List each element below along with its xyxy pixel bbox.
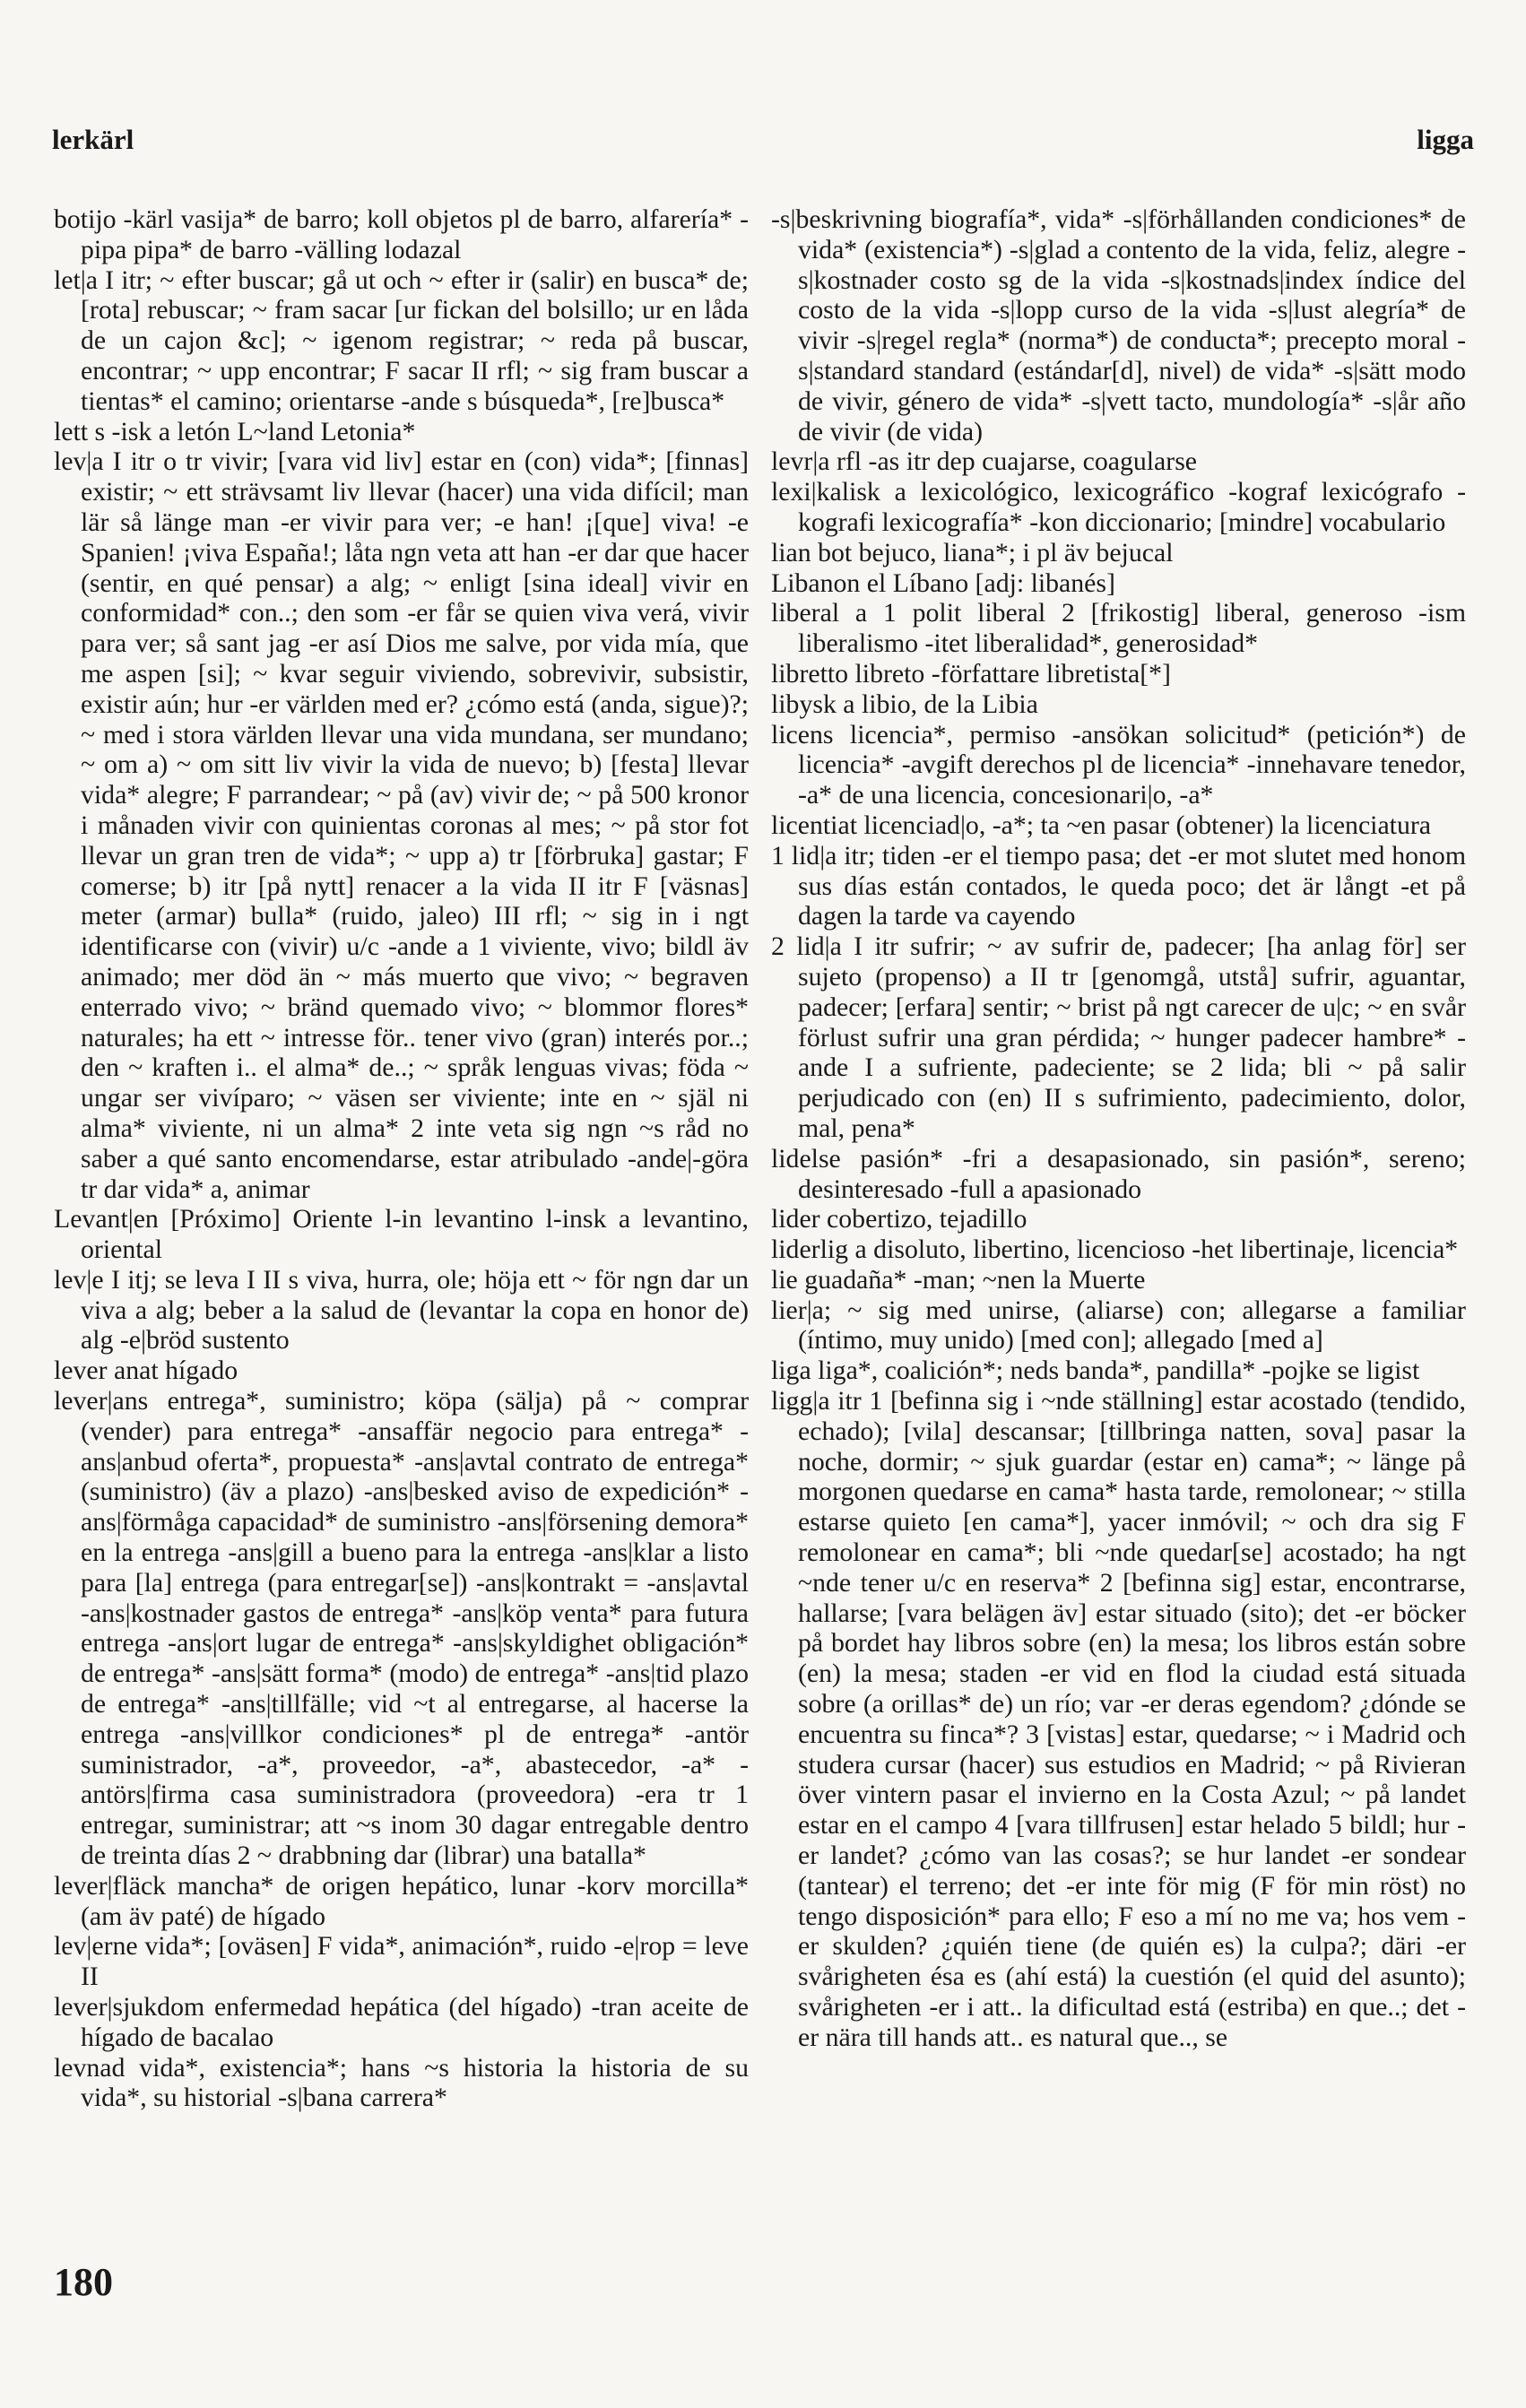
entry: lev|a I itr o tr vivir; [vara vid liv] estar en (con) vida*; [finnas] existir; ~ ett strävsamt liv llevar (hacer) una vida difícil; man lär så länge man -er vivir para ver; -e han! ¡[que] viva! -e Spanien! ¡viva España!; låta ngn veta att han -er dar que hacer (sentir, en qué pensar) a alg; ~ enligt [sina ideal] vivir en conformidad* con..; den som -er får se quien viva verá, vivir para ver; så sant jag -er así Dios me salve, por vida mía, que me aspen [si]; ~ kvar seguir viviendo, sobrevivir, subsistir, existir aún; hur -er världen med er? ¿cómo está (anda, sigue)?; ~ med i stora världen llevar una vida mundana, ser mundano; ~ om a) ~ om sitt liv vivir la vida de nuevo; b) [festa] llevar vida* alegre; F parrandear; ~ på (av) vivir de; ~ på 500 kronor i månaden vivir con quinientas coronas al mes; ~ på stor fot llevar un gran tren de vida*; ~ upp a) tr [förbruka] gastar; F comerse; b) itr [på nytt] renacer a la vida II itr F [väsnas] meter (armar) bulla* (ruido, jaleo) III rfl; ~ sig in i ngt identificarse con (vivir) u/c -ande a 1 viviente, vivo; bildl äv animado; mer död än ~ más muerto que vivo; ~ begraven enterrado vivo; ~ bränd quemado vivo; ~ blommor flores* naturales; ha ett ~ intresse för.. tener vivo (gran) interés por..; den ~ kraften i.. el alma* de..; ~ språk lenguas vivas; föda ~ ungar ser vivíparo; ~ väsen ser viviente; inte en ~ själ ni alma* viviente, ni un alma* 2 inte veta sig ngn ~s råd no saber a qué santo encomendarse, estar atribulado -ande|-göra tr dar vida* a, animar xyxy=(54,446,749,1204)
right-column xyxy=(771,204,1466,2280)
entry: liberal a 1 polit liberal 2 [frikostig] liberal, generoso -ism liberalismo -itet liberalidad*, generosidad* xyxy=(771,598,1466,659)
entry: lexi|kalisk a lexicológico, lexicográfico -kograf lexicógrafo -kografi lexicografía* -kon diccionario; [mindre] vocabulario xyxy=(771,477,1466,537)
entry: lever anat hígado xyxy=(54,1356,238,1386)
entry: lie guadaña* -man; ~nen la Muerte xyxy=(771,1264,1146,1295)
entry: let|a I itr; ~ efter buscar; gå ut och ~ efter ir (salir) en busca* de; [rota] rebuscar; ~ fram sacar [ur fickan del bolsillo; ur en låda de un cajon &c]; ~ igenom registrar; ~ reda på buscar, encontrar; ~ upp encontrar; F sacar II rfl; ~ sig fram buscar a tientas* el camino; orientarse -ande s búsqueda*, [re]busca* xyxy=(54,264,749,416)
entry: botijo -kärl vasija* de barro; koll objetos pl de barro, alfarería* -pipa pipa* de barro -välling lodazal xyxy=(54,204,749,264)
entry: lever|ans entrega*, suministro; köpa (sälja) på ~ comprar (vender) para entrega* -ansaffär negocio para entrega* -ans|anbud oferta*, propuesta* -ans|avtal contrato de entrega* (suministro) (äv a plazo) -ans|besked aviso de expedición* -ans|förmåga capacidad* de suministro -ans|försening demora* en la entrega -ans|gill a bueno para la entrega -ans|klar a listo para [la] entrega (para entregar[se]) -ans|kontrakt = -ans|avtal -ans|kostnader gastos de entrega* -ans|köp venta* para futura entrega -ans|ort lugar de entrega* -ans|skyldighet obligación* de entrega* -ans|sätt forma* (modo) de entrega* -ans|tid plazo de entrega* -ans|tillfälle; vid ~t al entregarse, al hacerse la entrega -ans|villkor condiciones* pl de entrega* -antör suministrador, -a*, proveedor, -a*, abastecedor, -a* -antörs|firma casa suministradora (proveedora) -era tr 1 entregar, suministrar; att ~s inom 30 dagar entregable dentro de treinta días 2 ~ drabbning dar (librar) una batalla* xyxy=(54,1386,749,1871)
left-column xyxy=(54,204,749,2280)
entry: ligg|a itr 1 [befinna sig i ~nde ställning] estar acostado (tendido, echado); [vila] descansar; [tillbringa natten, sova] pasar la noche, dormir; ~ sjuk guardar (estar en) cama*; ~ länge på morgonen quedarse en cama* hasta tarde, remolonear; ~ stilla estarse quieto [en cama*], yacer inmóvil; ~ och dra sig F remolonear en cama*; bli ~nde quedar[se] acostado; ha ngt ~nde tener u/c en reserva* 2 [befinna sig] estar, encontrarse, hallarse; [vara belägen äv] estar situado (sito); det -er böcker på bordet hay libros sobre (en) la mesa; los libros están sobre (en) la mesa; staden -er vid en flod la ciudad está situada sobre (a orillas* de) un río; var -er deras egendom? ¿dónde se encuentra su finca*? 3 [vistas] estar, quedarse; ~ i Madrid och studera cursar (hacer) sus estudios en Madrid; ~ på Rivieran över vintern pasar el invierno en la Costa Azul; ~ på landet estar en el campo 4 [vara tillfrusen] estar helado 5 bildl; hur -er landet? ¿cómo van las cosas?; se hur landet -er sondear (tantear) el terreno; det -er inte för mig (F för min röst) no tengo disposición* para ello; F eso a mí no me va; hos vem -er skulden? ¿quién tiene (de quién es) la culpa?; däri -er svårigheten ésa es (ahí está) la cuestión (el quid del asunto); svårigheten -er i att.. la dificultad está (estriba) en que..; det -er nära till hands att.. es natural que.., se xyxy=(771,1386,1466,2052)
page-header xyxy=(52,124,1474,160)
entry: lidelse pasión* -fri a desapasionado, sin pasión*, sereno; desinteresado -full a apasionado xyxy=(771,1143,1466,1204)
entry: 1 lid|a itr; tiden -er el tiempo pasa; det -er mot slutet med honom sus días están contados, le queda poco; det är långt -et på dagen la tarde va cayendo xyxy=(771,840,1466,931)
header-guide-word-left: lerkärl xyxy=(52,124,134,155)
entry: lider cobertizo, tejadillo xyxy=(771,1204,1027,1234)
entry: levr|a rfl -as itr dep cuajarse, coagularse xyxy=(771,446,1198,477)
entry: lian bot bejuco, liana*; i pl äv bejucal xyxy=(771,537,1174,567)
entry: libretto libreto -författare libretista[*] xyxy=(771,658,1171,689)
entry: lev|erne vida*; [oväsen] F vida*, animación*, ruido -e|rop = leve II xyxy=(54,1931,749,1992)
entry: licens licencia*, permiso -ansökan solicitud* (petición*) de licencia* -avgift derechos pl de licencia* -innehavare tenedor, -a* de una licencia, concesionari|o, -a* xyxy=(771,719,1466,810)
entry: Levant|en [Próximo] Oriente l-in levantino l-insk a levantino, oriental xyxy=(54,1204,749,1265)
entry: liga liga*, coalición*; neds banda*, pandilla* -pojke se ligist xyxy=(771,1356,1420,1386)
entry: libysk a libio, de la Libia xyxy=(771,689,1038,719)
entry: -s|beskrivning biografía*, vida* -s|förhållanden condiciones* de vida* (existencia*) -s|glad a contento de la vida, feliz, alegre -s|kostnader costo sg de la vida -s|kostnads|index índice del costo de la vida -s|lopp curso de la vida -s|lust alegría* de vivir -s|regel regla* (norma*) de conducta*; precepto moral -s|standard standard (estándar[d], nivel) de vida* -s|sätt modo de vivir, género de vida* -s|vett tacto, mundología* -s|år año de vivir (de vida) xyxy=(771,204,1466,446)
entry: lever|fläck mancha* de origen hepático, lunar -korv morcilla* (am äv paté) de hígado xyxy=(54,1870,749,1931)
header-guide-word-right: ligga xyxy=(1417,124,1474,155)
entry: lett s -isk a letón L~land Letonia* xyxy=(54,416,416,446)
entry: lever|sjukdom enfermedad hepática (del hígado) -tran aceite de hígado de bacalao xyxy=(54,1992,749,2052)
entry: lier|a; ~ sig med unirse, (aliarse) con; allegarse a familiar (íntimo, muy unido) [med con]; allegado [med a] xyxy=(771,1295,1466,1356)
entry: liderlig a disoluto, libertino, licencioso -het libertinaje, licencia* xyxy=(771,1234,1459,1265)
entry: levnad vida*, existencia*; hans ~s historia la historia de su vida*, su historial -s|bana carrera* xyxy=(54,2052,749,2113)
entry: 2 lid|a I itr sufrir; ~ av sufrir de, padecer; [ha anlag för] ser sujeto (propenso) a II tr [genomgå, utstå] sufrir, aguantar, padecer; [erfara] sentir; ~ brist på ngt carecer de u|c; ~ en svår förlust sufrir una gran pérdida; ~ hunger padecer hambre* -ande I a sufriente, padeciente; se 2 lida; bli ~ på salir perjudicado con (en) II s sufrimiento, padecimiento, dolor, mal, pena* xyxy=(771,931,1466,1143)
entry: licentiat licenciad|o, -a*; ta ~en pasar (obtener) la licenciatura xyxy=(771,810,1432,840)
entry: Libanon el Líbano [adj: libanés] xyxy=(771,567,1115,598)
entry: lev|e I itj; se leva I II s viva, hurra, ole; höja ett ~ för ngn dar un viva a alg; beber a la salud de (levantar la copa en honor de) alg -e|bröd sustento xyxy=(54,1264,749,1356)
page-number: 180 xyxy=(54,2260,113,2304)
